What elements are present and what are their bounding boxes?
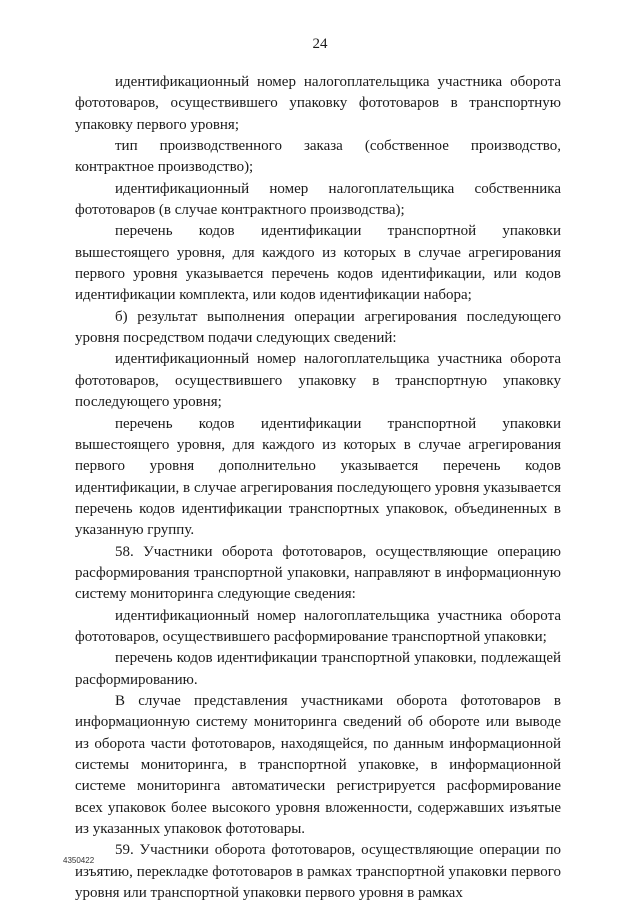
paragraph: идентификационный номер налогоплательщика собственника фототоваров (в случае контрактного производства); xyxy=(75,180,561,219)
paragraph: перечень кодов идентификации транспортной упаковки вышестоящего уровня, для каждого из которых в случае агрегирования первого уровня дополнительно указывается перечень кодов идентификации, в случае агрегирования последующего уровня указывается перечень кодов идентификации транспортных упаковок, объединенных в указанную группу. xyxy=(75,415,561,539)
paragraph: идентификационный номер налогоплательщика участника оборота фототоваров, осуществившего упаковку в транспортную упаковку последующего уровня; xyxy=(75,351,561,411)
paragraph: перечень кодов идентификации транспортной упаковки вышестоящего уровня, для каждого из которых в случае агрегирования первого уровня указывается перечень кодов идентификации, или кодов идентификации комплекта, или кодов идентификации набора; xyxy=(75,223,561,304)
paragraph: идентификационный номер налогоплательщика участника оборота фототоваров, осуществившего расформирование транспортной упаковки; xyxy=(75,607,561,645)
page-number: 24 xyxy=(312,36,328,52)
paragraph: тип производственного заказа (собственное производство, контрактное производство); xyxy=(75,138,561,176)
document-code: 4350422 xyxy=(63,856,95,865)
document-body xyxy=(75,72,561,904)
paragraph: 59. Участники оборота фототоваров, осуществляющие операции по изъятию, перекладке фототоваров в рамках транспортной упаковки первого уровня или транспортной упаковки первого уровня в рамках xyxy=(75,842,561,902)
paragraph: 58. Участники оборота фототоваров, осуществляющие операцию расформирования транспортной упаковки, направляют в информационную систему мониторинга следующие сведения: xyxy=(75,543,561,603)
paragraph: идентификационный номер налогоплательщика участника оборота фототоваров, осуществившего упаковку фототоваров в транспортную упаковку первого уровня; xyxy=(75,74,561,133)
paragraph: б) результат выполнения операции агрегирования последующего уровня посредством подачи следующих сведений: xyxy=(75,308,561,347)
paragraph: перечень кодов идентификации транспортной упаковки, подлежащей расформированию. xyxy=(75,650,561,688)
paragraph: В случае представления участниками оборота фототоваров в информационную систему мониторинга сведений об обороте или выводе из оборота части фототоваров, находящейся, по данным информационной системы мониторинга, в транспортной упаковке, в информационной системе мониторинга автоматически регистрируется расформирование всех упаковок более высокого уровня вложенности, содержавших изъятые из указанных упаковок фототовары. xyxy=(75,692,561,838)
